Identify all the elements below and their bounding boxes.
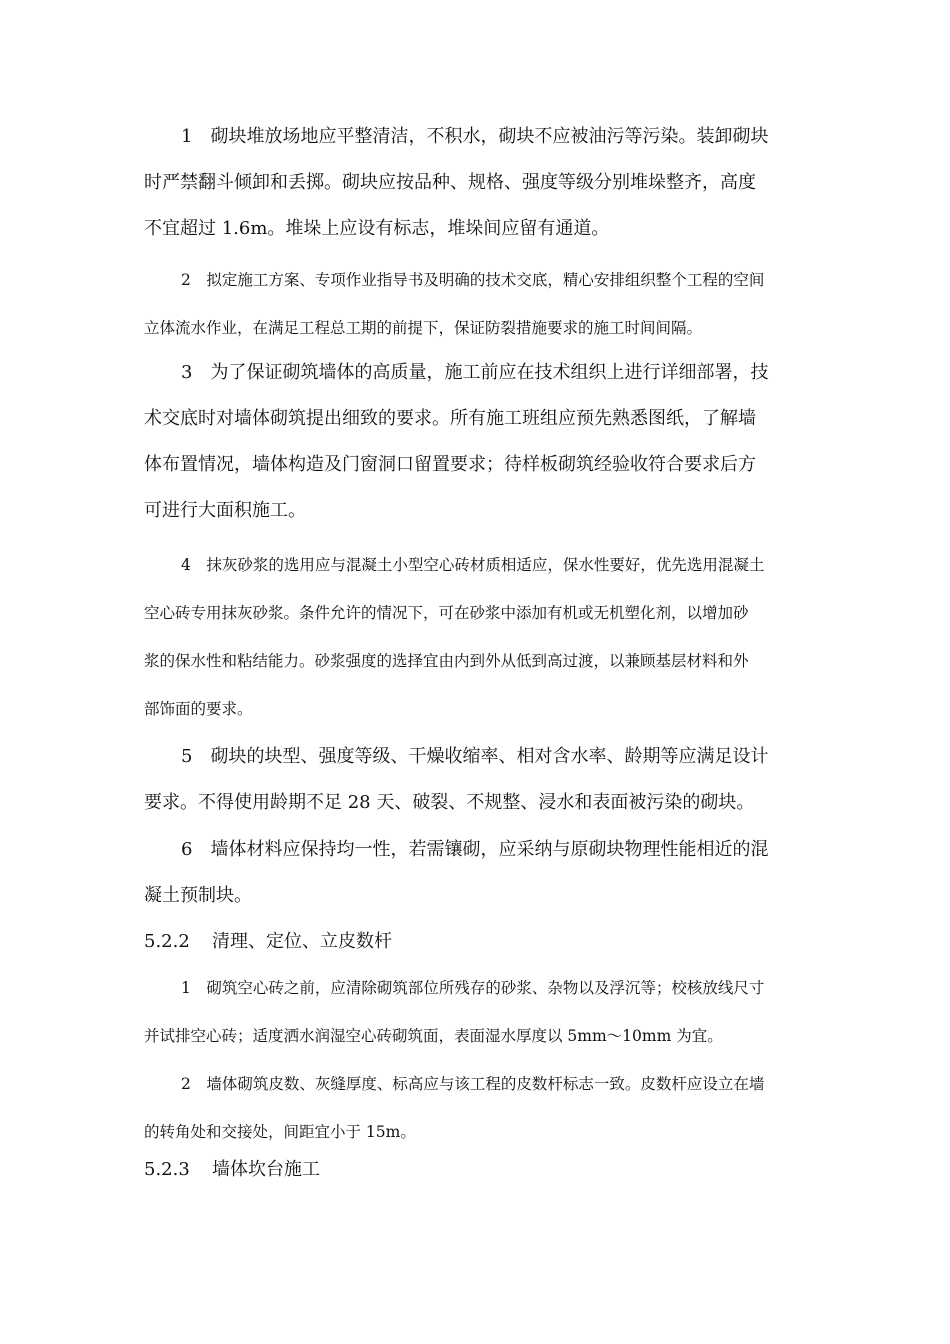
paragraph-3 [144, 350, 806, 534]
paragraph-line: 并试排空心砖；适度洒水润湿空心砖砌筑面，表面湿水厚度以 5mm～10mm 为宜。 [144, 1027, 723, 1045]
paragraph-2 [144, 256, 806, 352]
paragraph-line: 5 砌块的块型、强度等级、干燥收缩率、相对含水率、龄期等应满足设计 [181, 746, 769, 767]
section-number: 5.2.2 [144, 931, 190, 952]
paragraph-line: 时严禁翻斗倾卸和丢掷。砌块应按品种、规格、强度等级分别堆垛整齐，高度 [144, 172, 756, 193]
section-title: 墙体坎台施工 [212, 1159, 320, 1180]
section-number: 5.2.3 [144, 1159, 190, 1180]
paragraph-line: 不宜超过 1.6m。堆垛上应设有标志，堆垛间应留有通道。 [144, 218, 610, 239]
paragraph-line: 可进行大面积施工。 [144, 500, 306, 521]
paragraph-1 [144, 114, 806, 252]
paragraph-line: 空心砖专用抹灰砂浆。条件允许的情况下，可在砂浆中添加有机或无机塑化剂，以增加砂 [144, 604, 749, 622]
section-title: 清理、定位、立皮数杆 [212, 931, 392, 952]
paragraph-line: 部饰面的要求。 [144, 700, 253, 718]
paragraph-5 [144, 734, 806, 826]
section-heading-5-2-3 [144, 1155, 320, 1185]
paragraph-6 [144, 827, 806, 919]
section-5-2-2-paragraph-1 [144, 964, 806, 1060]
paragraph-line: 2 拟定施工方案、专项作业指导书及明确的技术交底，精心安排组织整个工程的空间 [181, 271, 765, 289]
section-heading-5-2-2 [144, 927, 392, 957]
section-5-2-2-paragraph-2 [144, 1060, 806, 1156]
paragraph-line: 1 砌筑空心砖之前，应清除砌筑部位所残存的砂浆、杂物以及浮沉等；校核放线尺寸 [181, 979, 765, 997]
paragraph-line: 浆的保水性和粘结能力。砂浆强度的选择宜由内到外从低到高过渡，以兼顾基层材料和外 [144, 652, 749, 670]
paragraph-line: 立体流水作业，在满足工程总工期的前提下，保证防裂措施要求的施工时间间隔。 [144, 319, 703, 337]
paragraph-line: 凝土预制块。 [144, 885, 252, 906]
paragraph-line: 6 墙体材料应保持均一性，若需镶砌，应采纳与原砌块物理性能相近的混 [181, 839, 769, 860]
paragraph-line: 要求。不得使用龄期不足 28 天、破裂、不规整、浸水和表面被污染的砌块。 [144, 792, 755, 813]
paragraph-line: 2 墙体砌筑皮数、灰缝厚度、标高应与该工程的皮数杆标志一致。皮数杆应设立在墙 [181, 1075, 765, 1093]
paragraph-line: 4 抹灰砂浆的选用应与混凝土小型空心砖材质相适应，保水性要好，优先选用混凝土 [181, 556, 765, 574]
paragraph-4 [144, 541, 806, 733]
paragraph-line: 3 为了保证砌筑墙体的高质量，施工前应在技术组织上进行详细部署，技 [181, 362, 769, 383]
paragraph-line: 术交底时对墙体砌筑提出细致的要求。所有施工班组应预先熟悉图纸，了解墙 [144, 408, 756, 429]
paragraph-line: 的转角处和交接处，间距宜小于 15m。 [144, 1123, 416, 1141]
paragraph-line: 体布置情况，墙体构造及门窗洞口留置要求；待样板砌筑经验收符合要求后方 [144, 454, 756, 475]
paragraph-line: 1 砌块堆放场地应平整清洁，不积水，砌块不应被油污等污染。装卸砌块 [181, 126, 769, 147]
